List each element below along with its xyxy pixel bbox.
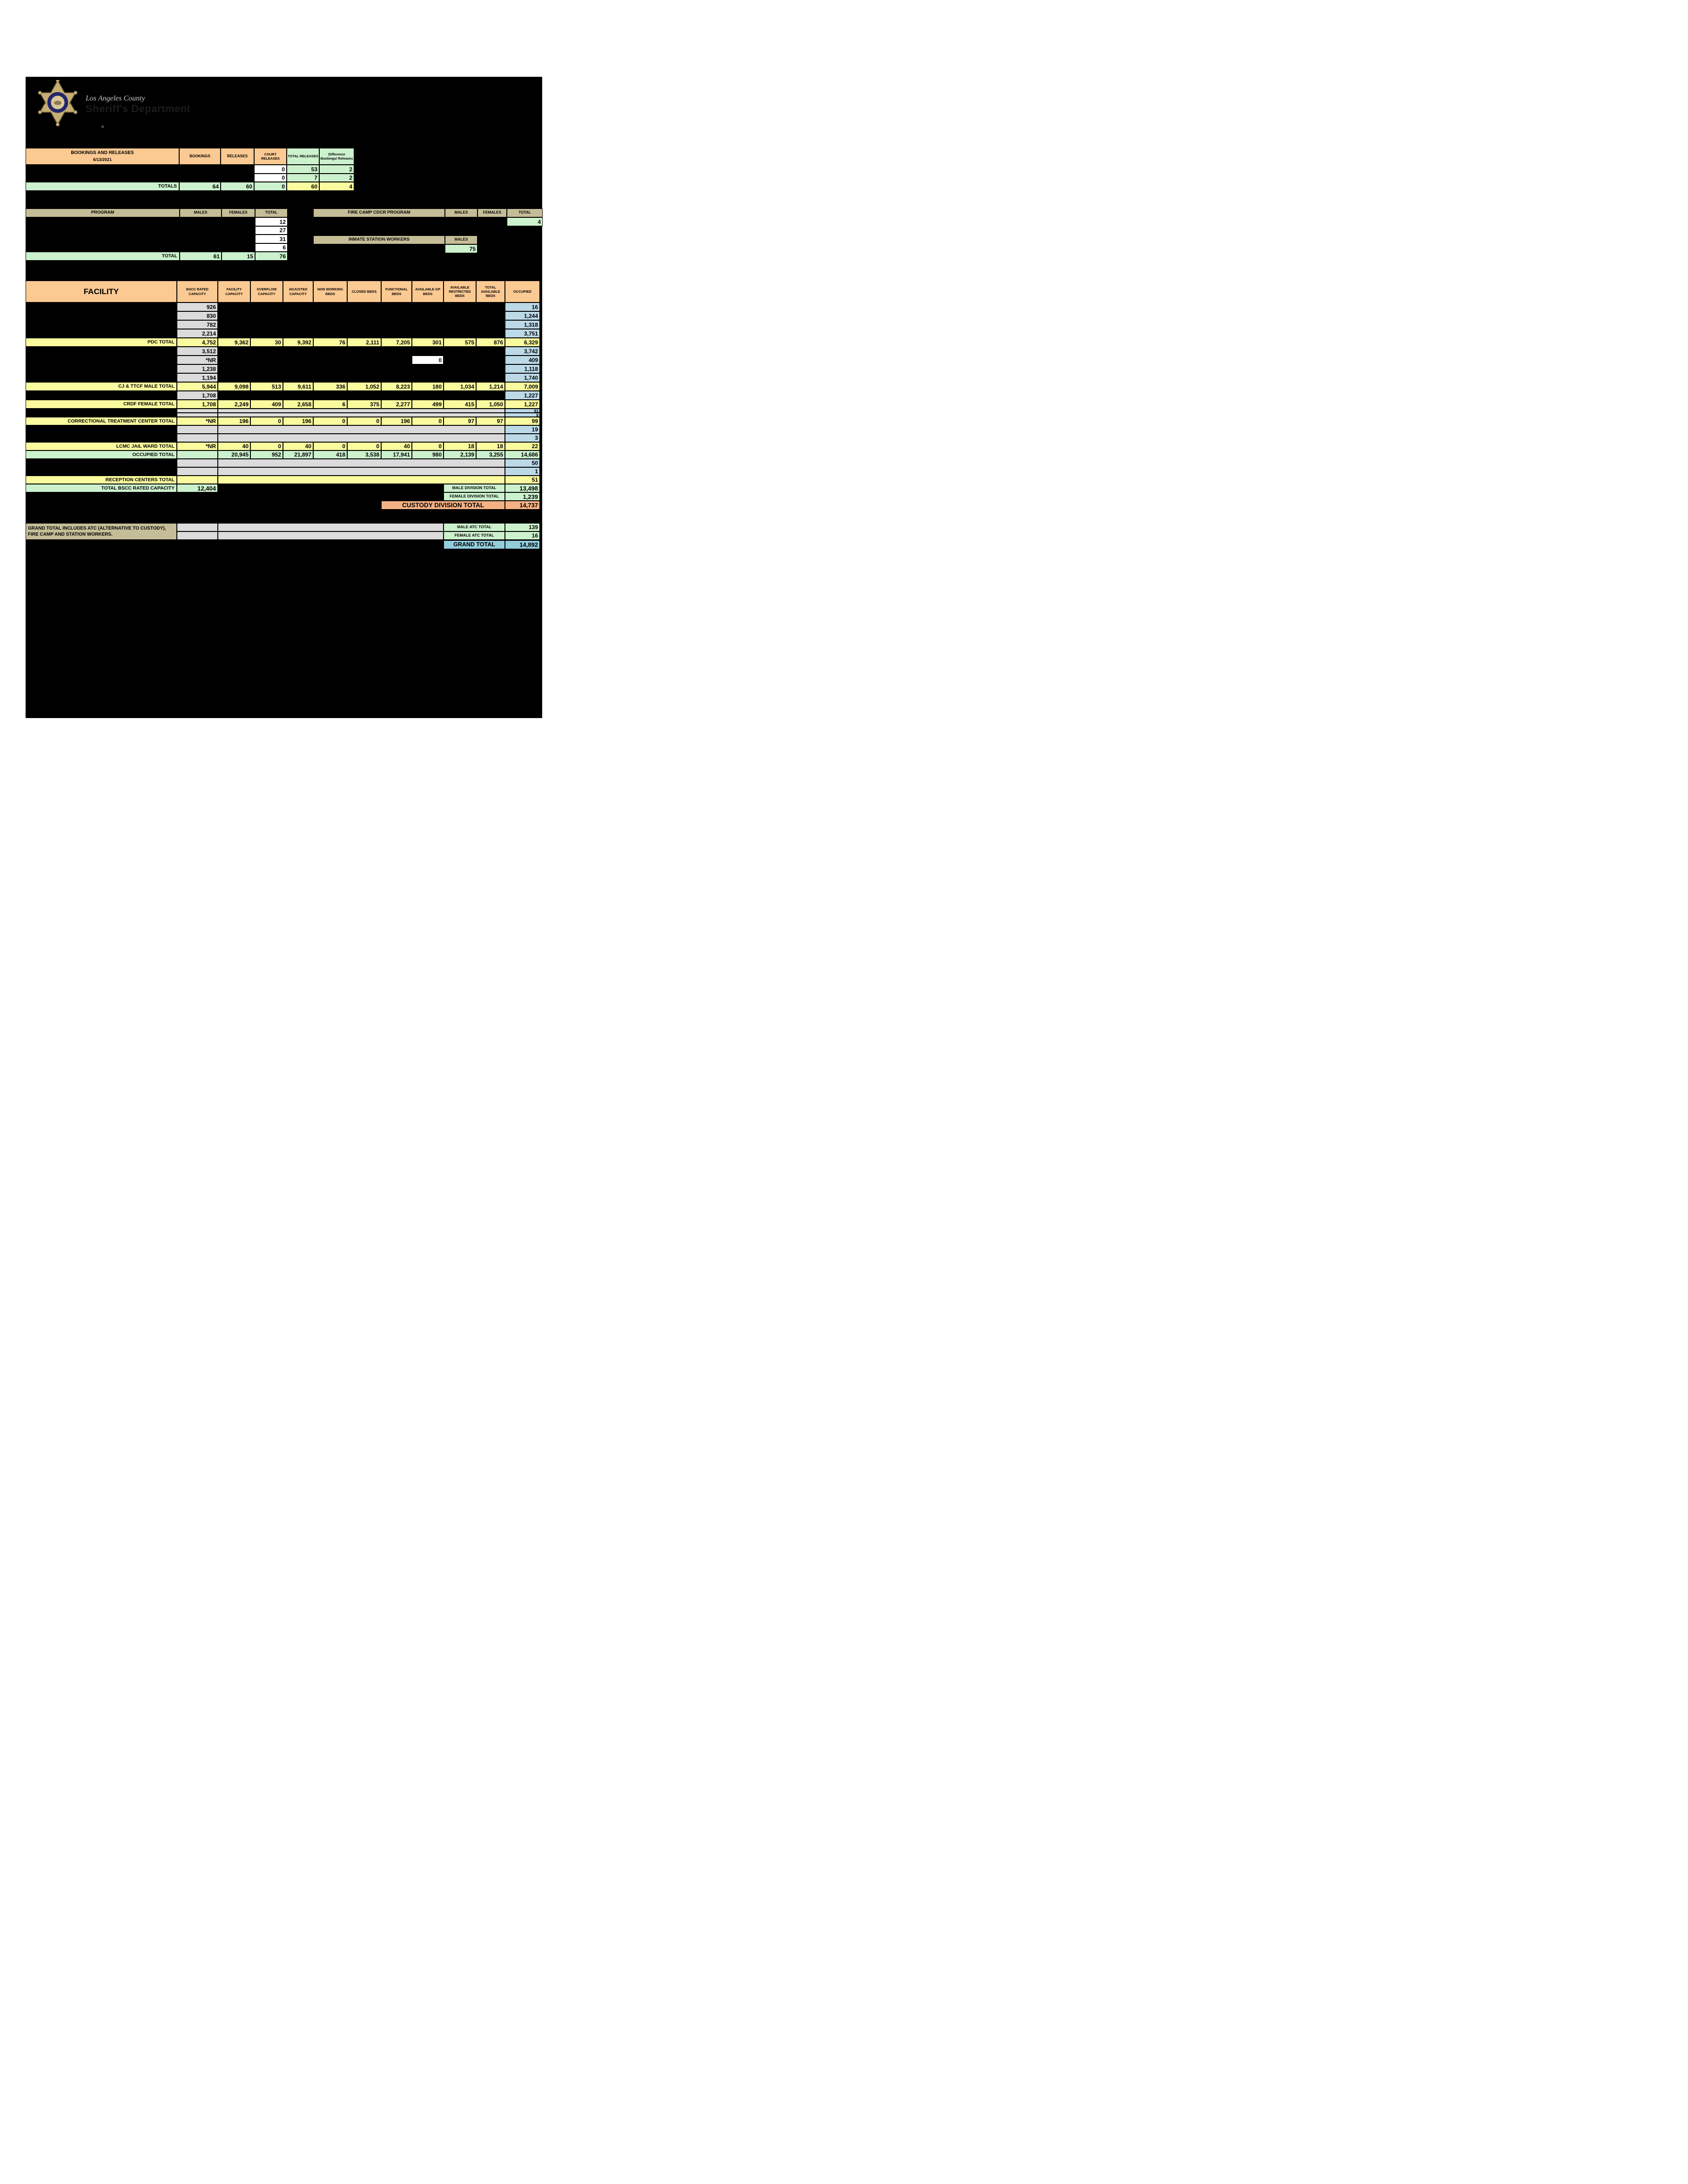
redacted-cell xyxy=(221,174,254,182)
facility-cell: 409 xyxy=(505,356,540,364)
program-total-value: 6 xyxy=(255,243,288,252)
facility-cell: 830 xyxy=(177,311,218,320)
facility-cell: 3,512 xyxy=(177,347,218,356)
program-totals-label: TOTAL xyxy=(26,252,180,261)
total-releases-value: 7 xyxy=(287,174,319,182)
facility-cell: 9,098 xyxy=(218,382,250,391)
program-row-redacted xyxy=(26,243,288,252)
fire-camp-table xyxy=(313,208,543,226)
facility-cell: 8 xyxy=(505,413,540,417)
facility-cell: 1,194 xyxy=(177,373,218,382)
female-atc-total-row xyxy=(444,531,540,540)
facility-row-cj-ttcf-male-total xyxy=(26,382,540,391)
facility-row xyxy=(26,459,540,467)
program-row-redacted xyxy=(26,235,288,243)
facility-cell xyxy=(218,409,505,413)
grand-total-row xyxy=(444,540,540,549)
facility-cell: 1,034 xyxy=(444,382,476,391)
bookings-table-title-cell xyxy=(26,148,179,165)
facility-cell: 1,227 xyxy=(505,400,540,409)
facility-cell: CRDF FEMALE TOTAL xyxy=(26,400,177,409)
facility-cell: 1,214 xyxy=(476,382,505,391)
redacted-cell xyxy=(445,217,477,226)
facility-cell xyxy=(177,409,218,413)
redacted-cell xyxy=(26,226,180,235)
facility-cell: 301 xyxy=(412,338,444,347)
atc-redacted-grey-band xyxy=(218,531,444,540)
redacted-cell xyxy=(26,243,180,252)
difference-value: 2 xyxy=(319,174,354,182)
facility-cell: *NR xyxy=(177,417,218,425)
totals-difference: 4 xyxy=(319,182,354,191)
redacted-cell xyxy=(26,413,177,417)
facility-cell: 76 xyxy=(313,338,347,347)
station-workers-header-row xyxy=(313,235,477,244)
bookings-header-row xyxy=(26,148,354,165)
facility-cell: 409 xyxy=(250,400,283,409)
facility-row-correctional-treatment-center-total xyxy=(26,417,540,425)
facility-cell: 21,897 xyxy=(283,450,313,459)
col-header-bscc-rated-capacity: BSCC RATED CAPACITY xyxy=(177,281,218,302)
facility-cell: 1,708 xyxy=(177,391,218,400)
col-header-closed-beds: CLOSED BEDS xyxy=(347,281,381,302)
redacted-cell xyxy=(222,226,255,235)
redacted-cell xyxy=(26,329,177,338)
facility-cell: 1,050 xyxy=(476,400,505,409)
facility-cell: 20,945 xyxy=(218,450,250,459)
facility-cell: 8,223 xyxy=(381,382,412,391)
redacted-cell xyxy=(26,217,180,226)
custody-report-page xyxy=(0,0,563,728)
facility-table-title: FACILITY xyxy=(26,281,177,302)
redacted-cell xyxy=(218,347,505,356)
facility-cell: 2,111 xyxy=(347,338,381,347)
facility-cell: 2,214 xyxy=(177,329,218,338)
redacted-cell xyxy=(218,356,412,364)
facility-cell: 782 xyxy=(177,320,218,329)
redacted-cell xyxy=(26,174,179,182)
col-header-females: FEMALES xyxy=(222,208,255,217)
facility-cell: 17,941 xyxy=(381,450,412,459)
facility-row-reception-centers-total xyxy=(26,476,540,484)
redacted-cell xyxy=(26,409,177,413)
facility-cell: 97 xyxy=(476,417,505,425)
col-header-males: MALES xyxy=(445,208,477,217)
custody-division-total-value: 14,737 xyxy=(505,501,540,510)
col-header-releases: RELEASES xyxy=(221,148,254,165)
facility-row xyxy=(26,425,540,434)
facility-row xyxy=(26,329,540,338)
facility-row xyxy=(26,311,540,320)
redacted-cell xyxy=(180,217,222,226)
redacted-cell xyxy=(26,467,177,476)
facility-cell: 40 xyxy=(381,442,412,450)
female-division-total-value: 1,239 xyxy=(505,492,540,501)
facility-cell: 99 xyxy=(505,417,540,425)
facility-cell: 513 xyxy=(250,382,283,391)
redacted-cell xyxy=(218,311,505,320)
redacted-cell xyxy=(26,459,177,467)
facility-cell: 0 xyxy=(250,442,283,450)
facility-cell: 375 xyxy=(347,400,381,409)
facility-cell: 9,611 xyxy=(283,382,313,391)
facility-cell xyxy=(218,459,505,467)
male-division-total-label: MALE DIVISION TOTAL xyxy=(444,484,505,492)
facility-cell: 0 xyxy=(412,356,444,364)
facility-cell: 1,227 xyxy=(505,391,540,400)
facility-cell: 18 xyxy=(444,442,476,450)
logo-county-line: Los Angeles County xyxy=(86,94,145,102)
col-header-bookings: BOOKINGS xyxy=(179,148,221,165)
facility-cell: 14,686 xyxy=(505,450,540,459)
col-header-difference: Difference Bookings/ Releases xyxy=(319,148,354,165)
facility-cell: 1,238 xyxy=(177,364,218,373)
col-header-functional-beds: FUNCTIONAL BEDS xyxy=(381,281,412,302)
facility-cell: 19 xyxy=(505,425,540,434)
facility-cell: 5,944 xyxy=(177,382,218,391)
facility-cell: 2,277 xyxy=(381,400,412,409)
col-header-total: TOTAL xyxy=(255,208,288,217)
program-table xyxy=(26,208,288,261)
facility-cell: 2,658 xyxy=(283,400,313,409)
redacted-cell xyxy=(218,329,505,338)
program-total-value: 12 xyxy=(255,217,288,226)
facility-cell: 16 xyxy=(505,302,540,311)
facility-row-crdf-female-total xyxy=(26,400,540,409)
redacted-cell xyxy=(218,391,505,400)
male-atc-total-row xyxy=(444,523,540,531)
facility-cell: 876 xyxy=(476,338,505,347)
fire-camp-title: FIRE CAMP CDCR PROGRAM xyxy=(313,208,445,217)
redacted-cell xyxy=(313,244,445,253)
facility-cell: OCCUPIED TOTAL xyxy=(26,450,177,459)
facility-cell: 97 xyxy=(444,417,476,425)
facility-cell xyxy=(218,476,505,484)
redacted-cell xyxy=(179,174,221,182)
facility-cell: 7,009 xyxy=(505,382,540,391)
redacted-cell xyxy=(26,356,177,364)
redacted-cell xyxy=(180,226,222,235)
facility-cell: 418 xyxy=(313,450,347,459)
program-row-redacted xyxy=(26,217,288,226)
facility-cell: 6 xyxy=(313,400,347,409)
program-totals-row xyxy=(26,252,288,261)
facility-cell: 336 xyxy=(313,382,347,391)
fire-camp-row xyxy=(313,217,543,226)
redacted-cell xyxy=(26,434,177,442)
facility-cell: 30 xyxy=(250,338,283,347)
redacted-cell xyxy=(26,311,177,320)
facility-cell: 3,742 xyxy=(505,347,540,356)
facility-cell xyxy=(177,450,218,459)
col-header-available-restricted-beds: AVAILABLE RESTRICTED BEDS xyxy=(444,281,476,302)
atc-redacted-grey-cell xyxy=(177,531,218,540)
facility-row xyxy=(26,347,540,356)
facility-cell: 196 xyxy=(381,417,412,425)
facility-cell: 7,205 xyxy=(381,338,412,347)
totals-total-releases: 60 xyxy=(287,182,319,191)
bookings-releases-table xyxy=(26,148,354,191)
facility-row-lcmc-jail-ward-total xyxy=(26,442,540,450)
facility-cell: 12,404 xyxy=(177,484,218,492)
facility-cell: 180 xyxy=(412,382,444,391)
redacted-cell xyxy=(444,356,505,364)
facility-row xyxy=(26,391,540,400)
facility-cell: 499 xyxy=(412,400,444,409)
facility-cell: 3,538 xyxy=(347,450,381,459)
redacted-cell xyxy=(26,364,177,373)
redacted-cell xyxy=(26,320,177,329)
facility-cell: 40 xyxy=(218,442,250,450)
female-atc-total-value: 16 xyxy=(505,531,540,540)
facility-cell: CJ & TTCF MALE TOTAL xyxy=(26,382,177,391)
facility-cell: 1,244 xyxy=(505,311,540,320)
facility-cell: 91 xyxy=(505,409,540,413)
atc-redacted-grey-cell xyxy=(177,523,218,531)
facility-cell: 1,118 xyxy=(505,364,540,373)
facility-cell: CORRECTIONAL TREATMENT CENTER TOTAL xyxy=(26,417,177,425)
program-totals-total: 76 xyxy=(255,252,288,261)
facility-cell: 1 xyxy=(505,467,540,476)
fire-camp-total-value: 4 xyxy=(507,217,543,226)
female-division-total-row xyxy=(444,492,540,501)
logo-text xyxy=(86,94,191,115)
col-header-total-releases: TOTAL RELEASES xyxy=(287,148,319,165)
redacted-cell xyxy=(222,217,255,226)
facility-row-occupied-total xyxy=(26,450,540,459)
facility-row xyxy=(26,409,540,413)
bookings-totals-label: TOTALS xyxy=(26,182,179,191)
program-totals-males: 61 xyxy=(180,252,222,261)
facility-cell: 1,708 xyxy=(177,400,218,409)
facility-cell xyxy=(218,425,505,434)
facility-cell: 3,751 xyxy=(505,329,540,338)
facility-cell: PDC TOTAL xyxy=(26,338,177,347)
facility-cell: LCMC JAIL WARD TOTAL xyxy=(26,442,177,450)
redacted-cell xyxy=(26,165,179,174)
program-totals-females: 15 xyxy=(222,252,255,261)
court-releases-value: 0 xyxy=(254,165,287,174)
bookings-row-redacted-2 xyxy=(26,174,354,182)
grand-total-note: GRAND TOTAL INCLUDES ATC (ALTERNATIVE TO CUSTODY), FIRE CAMP AND STATION WORKERS. xyxy=(26,523,177,540)
male-division-total-value: 13,498 xyxy=(505,484,540,492)
facility-cell: 0 xyxy=(347,442,381,450)
redacted-cell xyxy=(26,235,180,243)
male-atc-total-label: MALE ATC TOTAL xyxy=(444,523,505,531)
difference-value: 2 xyxy=(319,165,354,174)
facility-cell: 0 xyxy=(412,417,444,425)
facility-row xyxy=(26,467,540,476)
station-workers-table xyxy=(313,235,477,253)
redacted-cell xyxy=(180,243,222,252)
facility-table xyxy=(26,281,540,492)
col-header-adjusted-capacity: ADJUSTED CAPACITY xyxy=(283,281,313,302)
bookings-table-date: 6/13/2021 xyxy=(93,157,112,162)
male-atc-total-value: 139 xyxy=(505,523,540,531)
facility-row xyxy=(26,373,540,382)
program-total-value: 31 xyxy=(255,235,288,243)
col-header-males: MALES xyxy=(445,235,477,244)
facility-cell: 0 xyxy=(250,417,283,425)
redacted-cell xyxy=(26,302,177,311)
redacted-cell xyxy=(218,373,505,382)
bookings-totals-row xyxy=(26,182,354,191)
facility-row xyxy=(26,356,540,364)
logo-department-line: Sheriff's Department xyxy=(86,102,191,114)
facility-cell: 40 xyxy=(283,442,313,450)
facility-row xyxy=(26,302,540,311)
facility-cell: 6,329 xyxy=(505,338,540,347)
facility-row-pdc-total xyxy=(26,338,540,347)
custody-division-total-row xyxy=(381,501,540,510)
grand-total-label: GRAND TOTAL xyxy=(444,540,505,549)
totals-bookings: 64 xyxy=(179,182,221,191)
facility-cell: 1,740 xyxy=(505,373,540,382)
court-releases-value: 0 xyxy=(254,174,287,182)
redacted-cell xyxy=(26,391,177,400)
facility-cell: *NR xyxy=(177,356,218,364)
redacted-cell xyxy=(477,217,507,226)
redacted-cell xyxy=(218,302,505,311)
facility-cell: 9,362 xyxy=(218,338,250,347)
col-header-total-available-beds: TOTAL AVAILABLE BEDS xyxy=(476,281,505,302)
bookings-row-redacted-1 xyxy=(26,165,354,174)
facility-cell: RECEPTION CENTERS TOTAL xyxy=(26,476,177,484)
facility-cell: 0 xyxy=(313,417,347,425)
facility-cell: 0 xyxy=(412,442,444,450)
facility-row xyxy=(26,413,540,417)
facility-cell xyxy=(218,434,505,442)
program-total-value: 27 xyxy=(255,226,288,235)
facility-cell: 415 xyxy=(444,400,476,409)
registered-trademark: ® xyxy=(101,126,104,129)
col-header-court-releases: COURT RELEASES xyxy=(254,148,287,165)
redacted-cell xyxy=(221,165,254,174)
facility-cell xyxy=(218,413,505,417)
col-header-overflow-capacity: OVERFLOW CAPACITY xyxy=(250,281,283,302)
col-header-occupied: OCCUPIED xyxy=(505,281,540,302)
facility-cell xyxy=(177,413,218,417)
facility-cell xyxy=(177,425,218,434)
station-workers-row xyxy=(313,244,477,253)
station-workers-title: INMATE STATION WORKERS xyxy=(313,235,445,244)
facility-cell xyxy=(177,459,218,467)
facility-cell: 4,752 xyxy=(177,338,218,347)
female-atc-total-label: FEMALE ATC TOTAL xyxy=(444,531,505,540)
facility-cell: *NR xyxy=(177,442,218,450)
facility-cell: 0 xyxy=(347,417,381,425)
redacted-cell xyxy=(313,217,445,226)
female-division-total-label: FEMALE DIVISION TOTAL xyxy=(444,492,505,501)
facility-cell: 575 xyxy=(444,338,476,347)
col-header-total: TOTAL xyxy=(507,208,543,217)
facility-cell: 196 xyxy=(283,417,313,425)
facility-row xyxy=(26,364,540,373)
totals-releases: 60 xyxy=(221,182,254,191)
redacted-cell xyxy=(222,235,255,243)
facility-row xyxy=(26,320,540,329)
atc-redacted-grey-band xyxy=(218,523,444,531)
facility-cell xyxy=(218,467,505,476)
facility-cell: 2,249 xyxy=(218,400,250,409)
facility-cell: TOTAL BSCC RATED CAPACITY xyxy=(26,484,177,492)
redacted-cell xyxy=(179,165,221,174)
col-header-available-gp-beds: AVAILABLE GP BEDS xyxy=(412,281,444,302)
facility-cell: 18 xyxy=(476,442,505,450)
grand-total-value: 14,892 xyxy=(505,540,540,549)
facility-cell: 1,318 xyxy=(505,320,540,329)
redacted-cell xyxy=(26,425,177,434)
facility-cell: 2,139 xyxy=(444,450,476,459)
facility-rows-container xyxy=(26,302,540,492)
col-header-males: MALES xyxy=(180,208,222,217)
col-header-facility-capacity: FACILITY CAPACITY xyxy=(218,281,250,302)
fire-camp-header-row xyxy=(313,208,543,217)
sheriff-star-badge-icon xyxy=(36,80,104,129)
facility-cell: 196 xyxy=(218,417,250,425)
facility-cell xyxy=(177,476,218,484)
facility-cell: 952 xyxy=(250,450,283,459)
facility-cell xyxy=(177,434,218,442)
custody-division-total-label: CUSTODY DIVISION TOTAL xyxy=(381,501,505,510)
redacted-cell xyxy=(180,235,222,243)
station-workers-males-value: 75 xyxy=(445,244,477,253)
facility-cell: 51 xyxy=(505,476,540,484)
totals-court-releases: 0 xyxy=(254,182,287,191)
total-releases-value: 53 xyxy=(287,165,319,174)
program-header-row xyxy=(26,208,288,217)
col-header-non-working-beds: NON WORKING BEDS xyxy=(313,281,347,302)
facility-cell: 3,255 xyxy=(476,450,505,459)
program-table-title: PROGRAM xyxy=(26,208,180,217)
bookings-table-title: BOOKINGS AND RELEASES xyxy=(71,150,134,156)
redacted-cell xyxy=(222,243,255,252)
redacted-cell xyxy=(218,320,505,329)
facility-header-row xyxy=(26,281,540,302)
facility-cell: 50 xyxy=(505,459,540,467)
redacted-cell xyxy=(26,347,177,356)
redacted-cell xyxy=(26,373,177,382)
facility-row xyxy=(26,434,540,442)
department-logo xyxy=(36,80,191,129)
program-row-redacted xyxy=(26,226,288,235)
facility-cell xyxy=(177,467,218,476)
facility-cell: 9,392 xyxy=(283,338,313,347)
facility-cell: 0 xyxy=(313,442,347,450)
male-division-total-row xyxy=(444,484,540,492)
facility-cell: 1,052 xyxy=(347,382,381,391)
facility-cell: 926 xyxy=(177,302,218,311)
facility-cell: 22 xyxy=(505,442,540,450)
facility-cell: 3 xyxy=(505,434,540,442)
redacted-cell xyxy=(218,364,505,373)
facility-cell: 980 xyxy=(412,450,444,459)
col-header-females: FEMALES xyxy=(477,208,507,217)
